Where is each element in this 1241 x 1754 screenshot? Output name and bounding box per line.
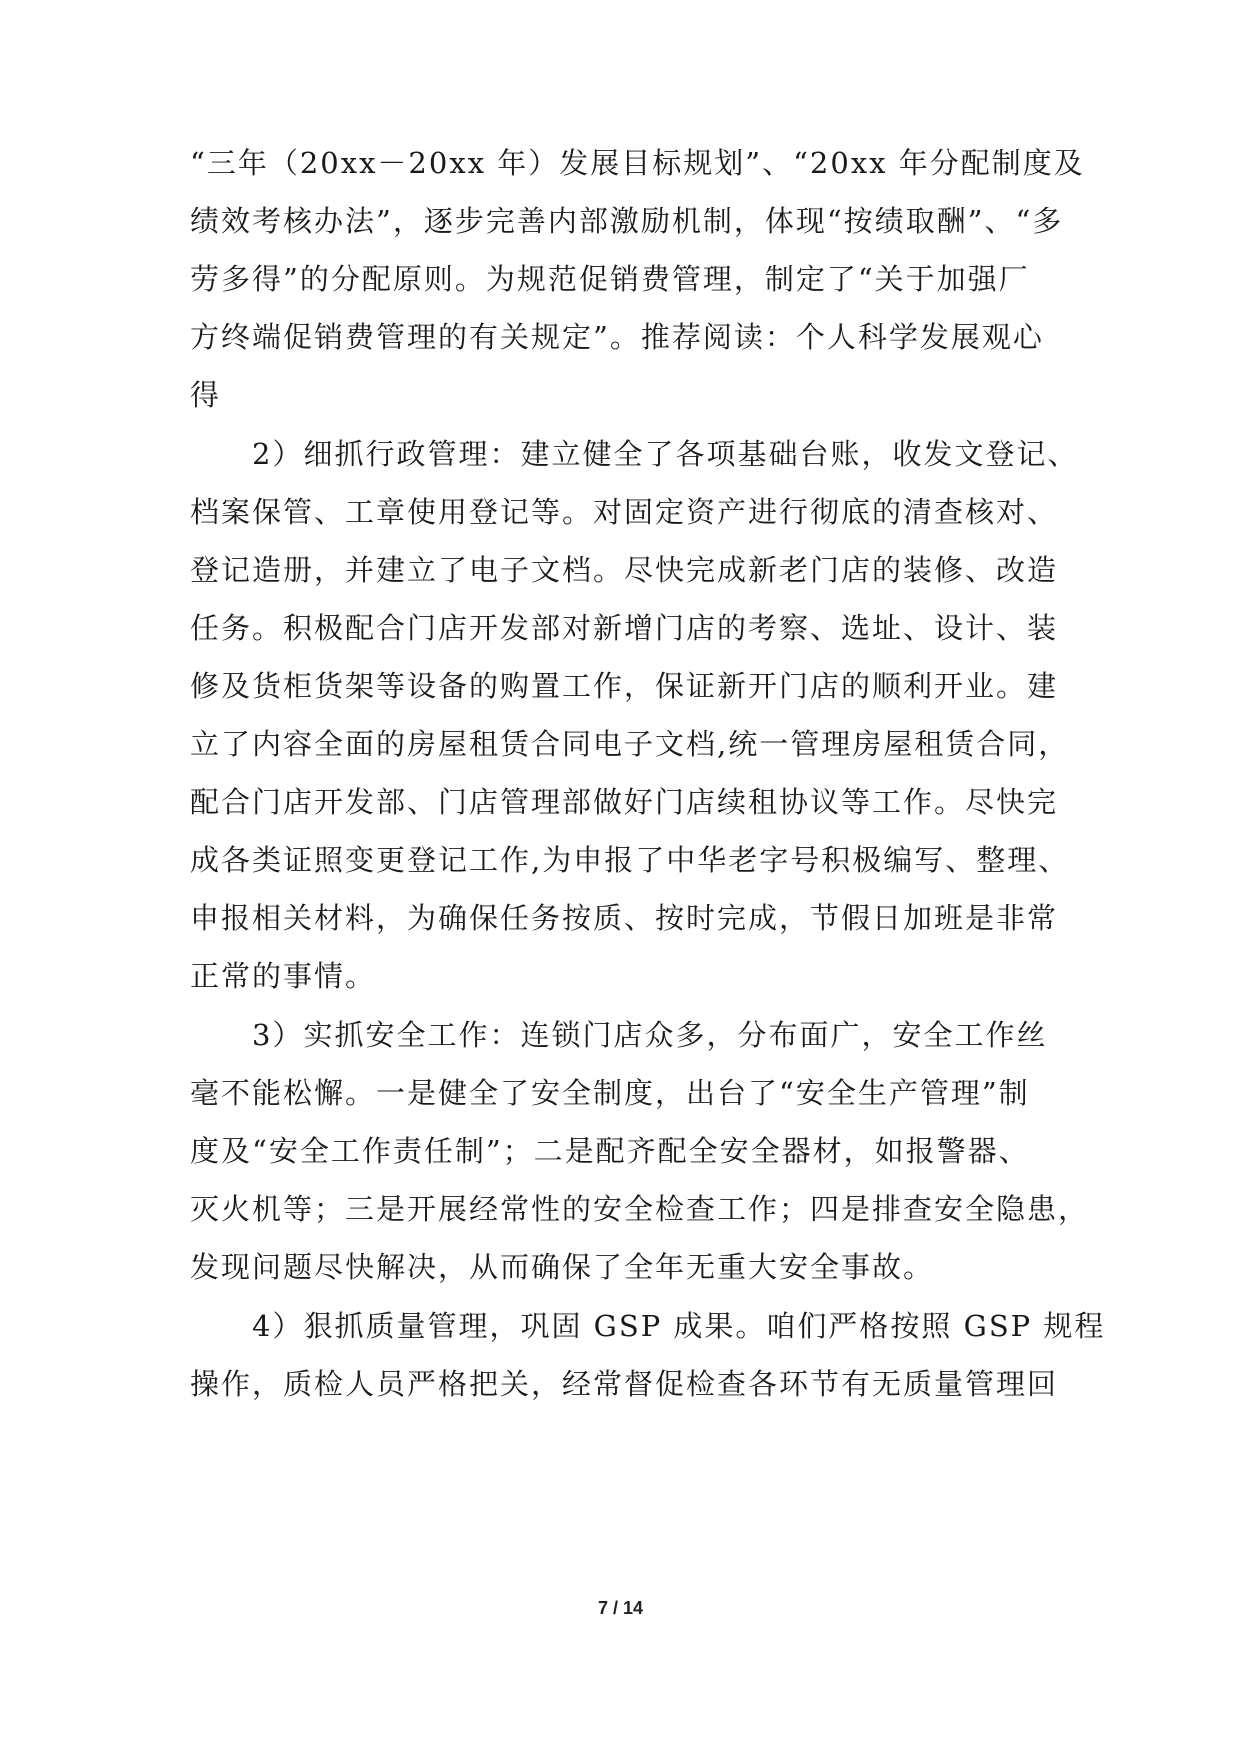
text-line: 毫不能松懈。一是健全了安全制度，出台了“安全生产管理”制 — [190, 1076, 1030, 1110]
text-line: 配合门店开发部、门店管理部做好门店续租协议等工作。尽快完 — [190, 785, 1059, 819]
text-line: 2）细抓行政管理：建立健全了各项基础台账，收发文登记、 — [190, 437, 1079, 471]
text-line: 3）实抓安全工作：连锁门店众多，分布面广，安全工作丝 — [190, 1018, 1048, 1052]
text-line: 灭火机等；三是开展经常性的安全检查工作；四是排查安全隐患， — [190, 1192, 1090, 1226]
text-line: “三年（20xx－20xx 年）发展目标规划”、“20xx 年分配制度及 — [190, 146, 1085, 180]
text-line: 登记造册，并建立了电子文档。尽快完成新老门店的装修、改造 — [190, 553, 1059, 587]
text-line: 4）狠抓质量管理，巩固 GSP 成果。咱们严格按照 GSP 规程 — [190, 1309, 1106, 1343]
text-line: 任务。积极配合门店开发部对新增门店的考察、选址、设计、装 — [190, 611, 1059, 645]
text-line: 申报相关材料，为确保任务按质、按时完成，节假日加班是非常 — [190, 901, 1059, 935]
text-line: 立了内容全面的房屋租赁合同电子文档,统一管理房屋租赁合同， — [190, 727, 1070, 761]
text-line: 得 — [190, 378, 222, 412]
text-line: 修及货柜货架等设备的购置工作，保证新开门店的顺利开业。建 — [190, 669, 1059, 703]
text-line: 方终端促销费管理的有关规定”。推荐阅读：个人科学发展观心 — [190, 320, 1044, 354]
text-line: 正常的事情。 — [190, 959, 377, 993]
text-line: 绩效考核办法”，逐步完善内部激励机制，体现“按绩取酬”、“多 — [190, 204, 1064, 238]
text-line: 操作，质检人员严格把关，经常督促检查各环节有无质量管理回 — [190, 1367, 1059, 1401]
text-line: 档案保管、工章使用登记等。对固定资产进行彻底的清查核对、 — [190, 495, 1059, 529]
text-line: 发现问题尽快解决，从而确保了全年无重大安全事故。 — [190, 1250, 935, 1284]
page-number: 7 / 14 — [597, 1598, 644, 1618]
text-line: 成各类证照变更登记工作,为申报了中华老字号积极编写、整理、 — [190, 843, 1070, 877]
text-line: 度及“安全工作责任制”；二是配齐配全安全器材，如报警器、 — [190, 1134, 1030, 1168]
text-line: 劳多得”的分配原则。为规范促销费管理，制定了“关于加强厂 — [190, 262, 1030, 296]
